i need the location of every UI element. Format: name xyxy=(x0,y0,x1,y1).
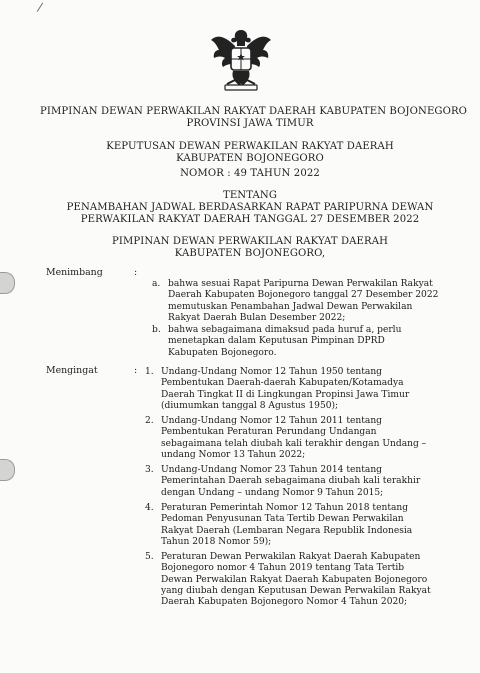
item-marker: 1. xyxy=(145,367,154,377)
item-marker: a. xyxy=(152,279,161,289)
item-line: bahwa sesuai Rapat Paripurna Dewan Perwakilan Rakyat xyxy=(168,279,433,289)
header-institution-line: PIMPINAN DEWAN PERWAKILAN RAKYAT DAERAH KABUPATEN BOJONEGORO xyxy=(40,106,468,117)
item-line: Undang-Undang Nomor 12 Tahun 2011 tentang xyxy=(161,416,382,426)
item-line: memutuskan Penambahan Jadwal Dewan Perwakilan xyxy=(168,301,413,312)
item-line: Pembentukan Daerah-daerah Kabupaten/Kotamadya xyxy=(161,378,404,389)
menimbang-label: Menimbang xyxy=(46,267,103,278)
item-line: sebagaimana telah diubah kali terakhir dengan Undang – xyxy=(161,438,427,449)
mengingat-colon: : xyxy=(134,365,138,376)
binder-hole xyxy=(0,272,15,294)
item-line: menetapkan dalam Keputusan Pimpinan DPRD xyxy=(168,336,385,347)
item-line: Pembentukan Peraturan Perundang Undangan xyxy=(161,427,377,438)
item-marker: 2. xyxy=(145,416,154,426)
item-marker: 5. xyxy=(145,552,154,562)
item-line: Peraturan Dewan Perwakilan Rakyat Daerah Kabupaten xyxy=(161,552,421,562)
item-line: yang diubah dengan Keputusan Dewan Perwakilan Rakyat xyxy=(161,585,431,596)
subject-line-1: PENAMBAHAN JADWAL BERDASARKAN RAPAT PARIPURNA DEWAN xyxy=(66,202,434,213)
item-line: Pedoman Penyusunan Tata Tertib Dewan Perwakilan xyxy=(161,514,404,525)
decree-title-line-1: KEPUTUSAN DEWAN PERWAKILAN RAKYAT DAERAH xyxy=(106,141,394,152)
item-line: Undang-Undang Nomor 23 Tahun 2014 tentang xyxy=(161,465,382,475)
item-marker: 4. xyxy=(145,503,154,513)
menimbang-colon: : xyxy=(134,267,138,278)
item-marker: 3. xyxy=(145,465,154,475)
item-line: Daerah Kabupaten Bojonegoro Nomor 4 Tahun 2020; xyxy=(161,597,408,608)
item-marker: b. xyxy=(152,325,161,335)
item-line: Daerah Tingkat II di Lingkungan Propinsi Jawa Timur xyxy=(161,389,410,400)
item-line: Peraturan Pemerintah Nomor 12 Tahun 2018 tentang xyxy=(161,503,409,513)
item-line: (diumumkan tanggal 8 Agustus 1950); xyxy=(161,400,339,411)
mengingat-item xyxy=(145,367,409,412)
item-line: Rakyat Daerah (Lembaran Negara Republik Indonesia xyxy=(161,525,413,536)
menimbang-item xyxy=(152,325,401,359)
item-line: Kabupaten Bojonegoro. xyxy=(168,347,277,358)
mengingat-label: Mengingat xyxy=(46,365,98,376)
garuda-emblem xyxy=(205,24,277,96)
item-line: Daerah Kabupaten Bojonegoro tanggal 27 Desember 2022 xyxy=(168,290,439,301)
item-line: undang Nomor 13 Tahun 2022; xyxy=(161,449,306,460)
mengingat-item xyxy=(145,552,431,608)
header-province-line: PROVINSI JAWA TIMUR xyxy=(186,118,314,129)
mengingat-item xyxy=(145,465,420,499)
pen-tick-mark: / xyxy=(36,0,44,15)
issuer-line-2: KABUPATEN BOJONEGORO, xyxy=(174,248,326,259)
item-line: Pemerintahan Daerah sebagaimana diubah kali terakhir xyxy=(161,476,421,487)
decree-title-line-2: KABUPATEN BOJONEGORO xyxy=(176,153,324,164)
item-line: Bojonegoro nomor 4 Tahun 2019 tentang Tata Tertib xyxy=(161,563,405,574)
subject-line-2: PERWAKILAN RAKYAT DAERAH TANGGAL 27 DESEMBER 2022 xyxy=(80,214,420,225)
item-line: Rakyat Daerah Bulan Desember 2022; xyxy=(168,312,346,323)
item-line: Undang-Undang Nomor 12 Tahun 1950 tentang xyxy=(161,367,382,377)
item-line: bahwa sebagaimana dimaksud pada huruf a, perlu xyxy=(168,325,402,335)
mengingat-item xyxy=(145,416,426,461)
tentang-heading: TENTANG xyxy=(223,190,277,201)
mengingat-item xyxy=(145,503,412,548)
item-line: Tahun 2018 Nomor 59); xyxy=(161,536,272,547)
decree-number: NOMOR : 49 TAHUN 2022 xyxy=(180,168,320,179)
binder-hole xyxy=(0,459,15,481)
menimbang-item xyxy=(152,279,438,324)
issuer-line-1: PIMPINAN DEWAN PERWAKILAN RAKYAT DAERAH xyxy=(111,236,389,247)
item-line: dengan Undang – undang Nomor 9 Tahun 2015; xyxy=(161,487,384,498)
item-line: Dewan Perwakilan Rakyat Daerah Kabupaten Bojonegoro xyxy=(161,574,428,585)
